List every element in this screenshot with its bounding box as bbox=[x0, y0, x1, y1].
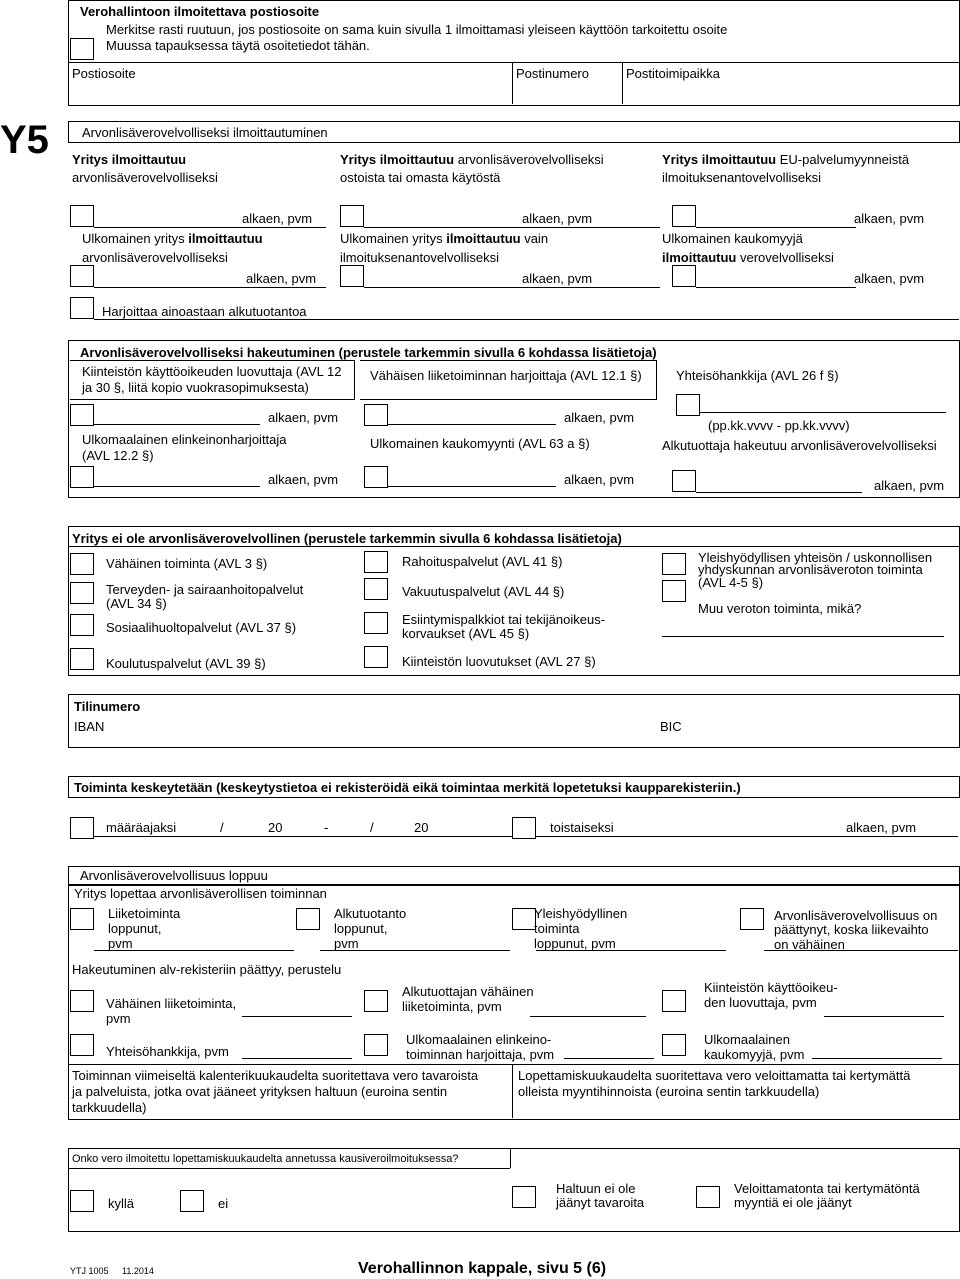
vat-reg-c1-b: Yritys ilmoittautuu bbox=[72, 152, 187, 167]
ending-g2a: Veloittamatonta tai kertymätöntä bbox=[734, 1181, 920, 1196]
foreign-trader-end-checkbox[interactable] bbox=[364, 1034, 388, 1056]
postal-zip-input[interactable] bbox=[516, 80, 618, 102]
minor-activity-checkbox[interactable] bbox=[70, 553, 94, 575]
divider-line bbox=[512, 1064, 513, 1118]
ending-b3c: loppunut, pvm bbox=[534, 936, 616, 951]
rule-line bbox=[564, 1058, 654, 1059]
not-liable-social: Sosiaalihuoltopalvelut (AVL 37 §) bbox=[106, 620, 297, 635]
account-bic: BIC bbox=[660, 719, 682, 734]
vat-reg-c3-b: Yritys ilmoittautuu bbox=[662, 152, 777, 167]
finance-checkbox[interactable] bbox=[364, 551, 388, 573]
apply-joint: Yhteisöhankkija (AVL 26 f §) bbox=[676, 368, 839, 383]
not-liable-nonprofit2: yhdyskunnan arvonlisäveroton toiminta bbox=[698, 562, 923, 577]
vat-reg-f2-l2: ilmoituksenantovelvolliseksi bbox=[340, 250, 499, 265]
postal-office-input[interactable] bbox=[626, 80, 954, 102]
ending-b4c: on vähäinen bbox=[774, 937, 845, 952]
vat-reg-f2-r2: vain bbox=[520, 231, 549, 246]
section-code: Y5 bbox=[0, 118, 49, 162]
property-end-checkbox[interactable] bbox=[662, 990, 686, 1012]
rule-line bbox=[812, 1058, 942, 1059]
eu-services-checkbox[interactable] bbox=[672, 205, 696, 227]
form-code: YTJ 1005 bbox=[70, 1266, 109, 1276]
apply-from: alkaen, pvm bbox=[268, 410, 339, 425]
postal-address-input[interactable] bbox=[72, 80, 508, 102]
turnover-small-checkbox[interactable] bbox=[740, 908, 764, 930]
ending-r3b: liiketoiminta, pvm bbox=[402, 999, 502, 1014]
rule-line bbox=[242, 1058, 352, 1059]
vat-reg-from: alkaen, pvm bbox=[246, 271, 317, 286]
rule-line bbox=[68, 546, 959, 547]
foreign-vat-checkbox[interactable] bbox=[70, 265, 94, 287]
ending-b1b: loppunut, bbox=[108, 921, 162, 936]
ending-last1: Lopettamiskuukaudelta suoritettava vero veloittamatta tai kertymättä bbox=[518, 1068, 911, 1083]
page-footer-title: Verohallinnon kappale, sivu 5 (6) bbox=[358, 1260, 607, 1277]
not-liable-real: Kiinteistön luovutukset (AVL 27 §) bbox=[402, 654, 596, 669]
vat-reg-from: alkaen, pvm bbox=[242, 211, 313, 226]
ending-r4b: toiminnan harjoittaja, pvm bbox=[406, 1047, 555, 1062]
minor-business-end-checkbox[interactable] bbox=[70, 990, 94, 1012]
ending-b3a: Yleishyödyllinen bbox=[534, 906, 628, 921]
rule-line bbox=[764, 950, 958, 951]
account-iban: IBAN bbox=[74, 719, 105, 734]
vat-reg-f2-b: ilmoittautuu bbox=[446, 231, 521, 246]
divider-line bbox=[510, 1148, 511, 1168]
vat-reg-c2-r: arvonlisäverovelvolliseksi bbox=[454, 152, 604, 167]
ending-tax1: Toiminnan viimeiseltä kalenterikuukaudelta suoritettava vero tavaroista bbox=[72, 1068, 479, 1083]
rule-line bbox=[242, 1016, 352, 1017]
field-label bbox=[72, 152, 186, 167]
rule-line bbox=[364, 287, 660, 288]
not-liable-health2: (AVL 34 §) bbox=[106, 596, 167, 611]
vat-reg-c2-b: Yritys ilmoittautuu bbox=[340, 152, 455, 167]
rule-line bbox=[94, 424, 260, 425]
iban-input[interactable] bbox=[112, 714, 652, 740]
ending-tax2: ja palveluista, jotka ovat jääneet yrityksen haltuun (euroina sentin bbox=[72, 1084, 448, 1099]
same-address-checkbox[interactable] bbox=[70, 38, 94, 60]
ending-r4a: Ulkomaalainen elinkeino- bbox=[406, 1032, 552, 1047]
ending-tax3: tarkkuudella) bbox=[72, 1100, 147, 1115]
ending-q: Onko vero ilmoitettu lopettamiskuukaudelta annetussa kausiveroilmoituksessa? bbox=[72, 1153, 459, 1165]
rule-line bbox=[530, 1016, 646, 1017]
business-ended-checkbox[interactable] bbox=[70, 908, 94, 930]
postal-address-label: Postiosoite bbox=[72, 66, 136, 81]
no-unbilled-checkbox[interactable] bbox=[696, 1186, 720, 1208]
suspend-year: 20 bbox=[414, 820, 429, 835]
ending-b2b: loppunut, bbox=[334, 921, 388, 936]
divider-line bbox=[622, 62, 623, 104]
divider-line bbox=[512, 62, 513, 104]
ending-stops: Yritys lopettaa arvonlisäverollisen toiminnan bbox=[74, 886, 327, 901]
not-liable-minor: Vähäinen toiminta (AVL 3 §) bbox=[106, 556, 268, 571]
account-title: Tilinumero bbox=[74, 699, 141, 714]
postal-instruction: Merkitse rasti ruutuun, jos postiosoite on sama kuin sivulla 1 ilmoittamasi yleiseen käyttöön tarkoitettu osoite bbox=[106, 22, 728, 37]
field-label bbox=[340, 231, 548, 246]
not-liable-edu: Koulutuspalvelut (AVL 39 §) bbox=[106, 656, 266, 671]
postal-office-label: Postitoimipaikka bbox=[626, 66, 720, 81]
performance-checkbox[interactable] bbox=[364, 612, 388, 634]
apply-from: alkaen, pvm bbox=[874, 478, 945, 493]
rule-line bbox=[94, 836, 512, 837]
not-liable-title: Yritys ei ole arvonlisäverovelvollinen (perustele tarkemmin sivulla 6 kohdassa lisätietoja) bbox=[72, 531, 622, 546]
fixed-term-checkbox[interactable] bbox=[70, 817, 94, 839]
real-estate-checkbox[interactable] bbox=[364, 646, 388, 668]
rule-line bbox=[388, 486, 556, 487]
vat-reg-f3-r: verovelvolliseksi bbox=[736, 250, 834, 265]
ending-reg-end: Hakeutuminen alv-rekisteriin päättyy, perustelu bbox=[72, 962, 342, 977]
ending-r1b: pvm bbox=[106, 1011, 131, 1026]
apply-minor: Vähäisen liiketoiminnan harjoittaja (AVL 12.1 §) bbox=[370, 368, 642, 383]
apply-from: alkaen, pvm bbox=[564, 410, 635, 425]
apply-period: (pp.kk.vvvv - pp.kk.vvvv) bbox=[708, 418, 850, 433]
postal-instruction-2: Muussa tapauksessa täytä osoitetiedot tähän. bbox=[106, 38, 370, 53]
suspend-fixed: määräajaksi bbox=[106, 820, 177, 835]
ending-b3b: toiminta bbox=[534, 921, 580, 936]
distance-seller-end-checkbox[interactable] bbox=[662, 1034, 686, 1056]
vat-reg-from: alkaen, pvm bbox=[854, 271, 925, 286]
ending-last2: olleista myyntihinnoista (euroina sentin tarkkuudella) bbox=[518, 1084, 820, 1099]
rule-line bbox=[536, 836, 958, 837]
joint-acquirer-end-checkbox[interactable] bbox=[70, 1034, 94, 1056]
suspend-year: 20 bbox=[268, 820, 283, 835]
not-liable-health1: Terveyden- ja sairaanhoitopalvelut bbox=[106, 582, 304, 597]
vat-reg-c3-r: EU-palvelumyynneistä bbox=[776, 152, 910, 167]
primary-ended-checkbox[interactable] bbox=[296, 908, 320, 930]
primary-apply-checkbox[interactable] bbox=[672, 470, 696, 492]
ending-r5a: Kiinteistön käyttöoikeu- bbox=[704, 980, 838, 995]
vat-reg-f2-r: Ulkomainen yritys bbox=[340, 231, 447, 246]
vat-reg-c1-l2: arvonlisäverovelvolliseksi bbox=[72, 170, 218, 185]
apply-prop2: ja 30 §, liitä kopio vuokrasopimuksesta) bbox=[82, 380, 309, 395]
rule-line bbox=[696, 227, 856, 228]
vat-reg-primary: Harjoittaa ainoastaan alkutuotantoa bbox=[102, 304, 307, 319]
distance-sale-checkbox[interactable] bbox=[364, 466, 388, 488]
rule-line bbox=[68, 1064, 959, 1065]
rule-line bbox=[388, 424, 556, 425]
foreign-trader-checkbox[interactable] bbox=[70, 466, 94, 488]
yes-checkbox[interactable] bbox=[70, 1190, 94, 1212]
indefinite-checkbox[interactable] bbox=[512, 817, 536, 839]
field-label bbox=[340, 152, 604, 167]
suspend-from: alkaen, pvm bbox=[846, 820, 917, 835]
rule-line bbox=[94, 486, 260, 487]
vat-reg-f1-b: ilmoittautuu bbox=[188, 231, 263, 246]
nonprofit-checkbox[interactable] bbox=[662, 553, 686, 575]
vat-reg-c2-l2: ostoista tai omasta käytöstä bbox=[340, 170, 501, 185]
distance-seller-checkbox[interactable] bbox=[672, 265, 696, 287]
not-liable-other: Muu veroton toiminta, mikä? bbox=[698, 601, 862, 616]
field-label bbox=[662, 250, 834, 265]
apply-from: alkaen, pvm bbox=[268, 472, 339, 487]
not-liable-perf2: korvaukset (AVL 45 §) bbox=[402, 626, 530, 641]
ending-r5b: den luovuttaja, pvm bbox=[704, 995, 817, 1010]
property-checkbox[interactable] bbox=[70, 404, 94, 426]
form-date: 11.2014 bbox=[122, 1266, 154, 1276]
apply-primary: Alkutuottaja hakeutuu arvonlisäverovelvolliseksi bbox=[662, 438, 937, 453]
suspend-slash: / bbox=[220, 820, 224, 835]
vat-reg-purchases-checkbox[interactable] bbox=[340, 205, 364, 227]
ending-b1a: Liiketoiminta bbox=[108, 906, 181, 921]
rule-line bbox=[696, 287, 856, 288]
ending-b4a: Arvonlisäverovelvollisuus on bbox=[774, 908, 938, 923]
ending-r3a: Alkutuottajan vähäinen bbox=[402, 984, 534, 999]
ending-title: Arvonlisäverovelvollisuus loppuu bbox=[80, 868, 268, 883]
apply-from: alkaen, pvm bbox=[564, 472, 635, 487]
vat-reg-from: alkaen, pvm bbox=[522, 211, 593, 226]
rule-line bbox=[700, 412, 946, 413]
no-goods-checkbox[interactable] bbox=[512, 1186, 536, 1208]
suspend-until: toistaiseksi bbox=[550, 820, 614, 835]
not-liable-finance: Rahoituspalvelut (AVL 41 §) bbox=[402, 554, 563, 569]
not-liable-insurance: Vakuutuspalvelut (AVL 44 §) bbox=[402, 584, 565, 599]
primary-minor-end-checkbox[interactable] bbox=[364, 990, 388, 1012]
postal-zip-label: Postinumero bbox=[516, 66, 589, 81]
ending-no: ei bbox=[218, 1196, 229, 1211]
rule-line bbox=[824, 1016, 944, 1017]
rule-line bbox=[68, 62, 959, 63]
field-label bbox=[82, 231, 263, 246]
vat-reg-from: alkaen, pvm bbox=[522, 271, 593, 286]
rule-line bbox=[662, 636, 944, 637]
not-liable-nonprofit1: Yleishyödyllisen yhteisön / uskonnollisen bbox=[698, 550, 933, 565]
rule-line bbox=[696, 492, 862, 493]
rule-line bbox=[536, 950, 726, 951]
not-liable-perf1: Esiintymispalkkiot tai tekijänoikeus- bbox=[402, 612, 606, 627]
vat-reg-f3-l1: Ulkomainen kaukomyyjä bbox=[662, 231, 803, 246]
suspend-slash: / bbox=[370, 820, 374, 835]
ending-r1a: Vähäinen liiketoiminta, bbox=[106, 996, 237, 1011]
minor-checkbox[interactable] bbox=[364, 404, 388, 426]
ending-r2: Yhteisöhankkija, pvm bbox=[106, 1044, 229, 1059]
postal-title: Verohallintoon ilmoitettava postiosoite bbox=[80, 4, 320, 19]
ending-b2c: pvm bbox=[334, 936, 359, 951]
rule-line bbox=[94, 319, 959, 320]
vat-reg-c3-l2: ilmoituksenantovelvolliseksi bbox=[662, 170, 821, 185]
insurance-checkbox[interactable] bbox=[364, 578, 388, 600]
ending-g1b: jäänyt tavaroita bbox=[556, 1195, 645, 1210]
education-checkbox[interactable] bbox=[70, 648, 94, 670]
apply-foreign1: Ulkomaalainen elinkeinonharjoittaja bbox=[82, 432, 287, 447]
rule-line bbox=[364, 227, 660, 228]
field-label bbox=[662, 152, 909, 167]
vat-reg-f1-l2: arvonlisäverovelvolliseksi bbox=[82, 250, 228, 265]
vat-reg-checkbox[interactable] bbox=[70, 205, 94, 227]
other-exempt-checkbox[interactable] bbox=[662, 580, 686, 602]
joint-acquirer-checkbox[interactable] bbox=[676, 394, 700, 416]
ending-r6a: Ulkomaalainen bbox=[704, 1032, 790, 1047]
ending-r6b: kaukomyyjä, pvm bbox=[704, 1047, 805, 1062]
rule-line bbox=[94, 227, 326, 228]
apply-title: Arvonlisäverovelvolliseksi hakeutuminen (perustele tarkemmin sivulla 6 kohdassa lisätietoja) bbox=[80, 345, 657, 360]
no-checkbox[interactable] bbox=[180, 1190, 204, 1212]
rule-line bbox=[94, 287, 326, 288]
nonprofit-ended-checkbox[interactable] bbox=[512, 908, 536, 930]
bic-input[interactable] bbox=[690, 714, 950, 740]
primary-production-checkbox[interactable] bbox=[70, 297, 94, 319]
not-liable-nonprofit3: (AVL 4-5 §) bbox=[698, 575, 764, 590]
rule-line bbox=[320, 950, 510, 951]
vat-reg-from: alkaen, pvm bbox=[854, 211, 925, 226]
ending-yes: kyllä bbox=[108, 1196, 135, 1211]
rule-line bbox=[94, 950, 294, 951]
apply-distance: Ulkomainen kaukomyynti (AVL 63 a §) bbox=[370, 436, 590, 451]
ending-b4b: päättynyt, koska liikevaihto bbox=[774, 922, 929, 937]
vat-reg-f3-b: ilmoittautuu bbox=[662, 250, 737, 265]
suspend-dash: - bbox=[324, 820, 329, 835]
ending-b1c: pvm bbox=[108, 936, 133, 951]
ending-g1a: Haltuun ei ole bbox=[556, 1181, 636, 1196]
foreign-reporting-checkbox[interactable] bbox=[340, 265, 364, 287]
vat-reg-f1-r: Ulkomainen yritys bbox=[82, 231, 189, 246]
apply-prop1: Kiinteistön käyttöoikeuden luovuttaja (AVL 12 bbox=[82, 364, 342, 379]
ending-g2b: myyntiä ei ole jäänyt bbox=[734, 1195, 852, 1210]
ending-b2a: Alkutuotanto bbox=[334, 906, 407, 921]
suspend-title: Toiminta keskeytetään (keskeytystietoa ei rekisteröidä eikä toimintaa merkitä lopetetuksi kaupparekisteriin.) bbox=[74, 780, 741, 795]
social-checkbox[interactable] bbox=[70, 614, 94, 636]
vat-reg-title: Arvonlisäverovelvolliseksi ilmoittautuminen bbox=[82, 125, 328, 140]
apply-foreign2: (AVL 12.2 §) bbox=[82, 448, 154, 463]
health-checkbox[interactable] bbox=[70, 582, 94, 604]
rule-line bbox=[68, 1168, 510, 1169]
